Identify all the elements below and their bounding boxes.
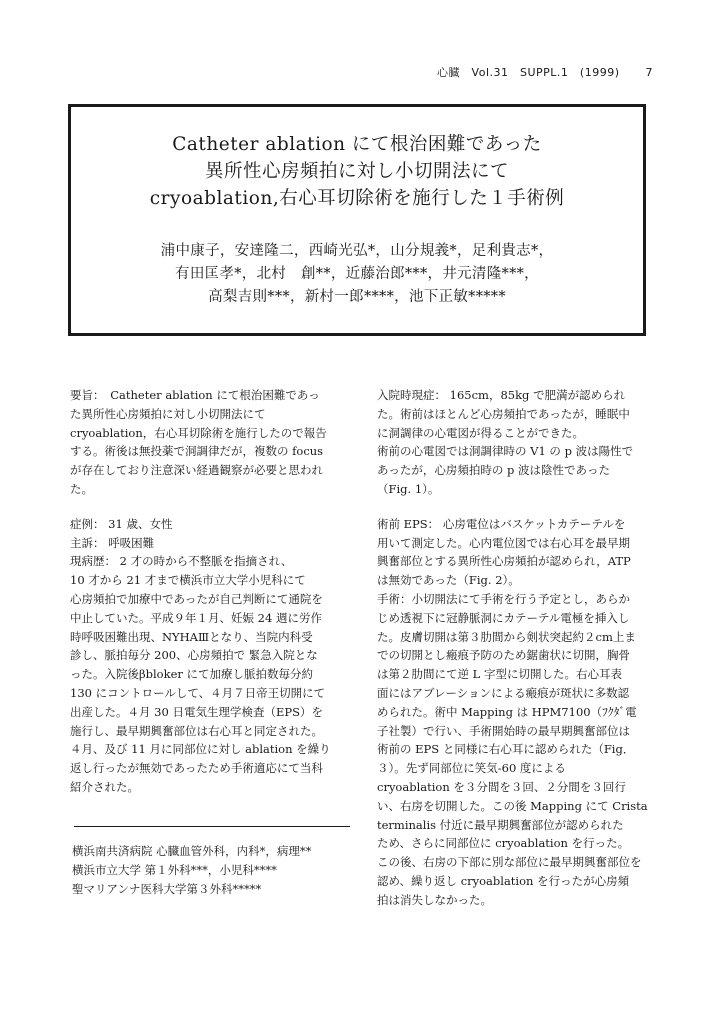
text-line: 10 才から 21 才まで横浜市立大学小児科にて bbox=[70, 573, 306, 588]
text-line: 出産した。４月 30 日電気生理学検査（EPS）を bbox=[70, 704, 323, 719]
exam-paragraph bbox=[377, 386, 657, 499]
text-line: （Fig. 1）。 bbox=[377, 481, 440, 496]
text-line: た。 bbox=[70, 481, 93, 496]
text-line: た。術前はほとんど心房頻拍であったが，睡眠中 bbox=[377, 406, 630, 421]
text-line: あったが，心房頻拍時の p 波は陰性であった bbox=[377, 463, 610, 478]
text-line: 興奮部位とする異所性心房頻拍が認められ，ATP bbox=[377, 554, 631, 569]
text-line: 返し行ったが無効であったため手術適応にて当科 bbox=[70, 761, 323, 776]
title-line: Catheter ablation にて根治困難であった bbox=[172, 134, 542, 155]
affiliations bbox=[72, 842, 311, 898]
text-line: する。術後は無投薬で洞調律だが，複数の focus bbox=[70, 444, 324, 459]
text-line: 術前の EPS と同様に右心耳に認められた（Fig． bbox=[377, 742, 635, 757]
text-line: 術前の心電図では洞調律時の V1 の p 波は陽性で bbox=[377, 444, 634, 459]
text-line: が存在しており注意深い経過観察が必要と思われ bbox=[70, 463, 323, 478]
title-box bbox=[68, 104, 646, 336]
text-line: 入院時現症： 165cm，85kg で肥満が認められ bbox=[377, 388, 626, 402]
running-header bbox=[437, 64, 653, 80]
left-column bbox=[70, 386, 352, 797]
title-line: cryoablation,右心耳切除術を施行した１手術例 bbox=[149, 188, 565, 209]
text-line: 拍は消失しなかった。 bbox=[377, 892, 492, 907]
author-line: 有田匡孝*，北村 創**，近藤治郎***，井元清隆***， bbox=[175, 266, 539, 282]
case-paragraph bbox=[70, 515, 352, 797]
journal-info: 心臓 Vol.31 SUPPL.1 (1999) bbox=[437, 66, 620, 79]
text-line: 主訴： 呼吸困難 bbox=[70, 535, 155, 550]
author-line: 高梨吉則***，新村一郎****，池下正敏***** bbox=[208, 289, 506, 305]
text-line: ４月、及び 11 月に同部位に対し ablation を繰り bbox=[70, 742, 331, 757]
text-line: 130 にコントロールして、４月７日帝王切開にて bbox=[70, 685, 326, 700]
text-line: 子社製）で行い、手術開始時の最早期興奮部位は bbox=[377, 723, 630, 738]
text-line: 手術：小切開法にて手術を行う予定とし，あらか bbox=[377, 591, 630, 606]
eps-paragraph bbox=[377, 515, 657, 910]
text-line: 症例： 31 歳、女性 bbox=[70, 516, 173, 531]
text-line: い、右房を切開した。この後 Mapping にて Crista bbox=[377, 798, 648, 813]
text-line: cryoablation を３分間を３回、２分間を３回行 bbox=[377, 779, 626, 794]
text-line: められた。術中 Mapping は HPM7100（ﾌｸﾀﾞ電 bbox=[377, 704, 637, 719]
text-line: 面にはアブレーションによる瘢痕が斑状に多数認 bbox=[377, 685, 630, 700]
page-number: 7 bbox=[645, 66, 653, 79]
author-list bbox=[71, 240, 643, 309]
text-line: 心房頻拍で加療中であったが自己判断にて通院を bbox=[70, 591, 323, 606]
text-line: ３）。先ず同部位に笑気-60 度による bbox=[377, 761, 566, 776]
text-line: は無効であった（Fig. 2）。 bbox=[377, 573, 520, 588]
text-line: この後、右房の下部に別な部位に最早期興奮部位を bbox=[377, 855, 642, 870]
text-line: 紹介された。 bbox=[70, 779, 139, 794]
text-line: cryoablation，右心耳切除術を施行したので報告 bbox=[70, 425, 327, 440]
text-line: 時呼吸困難出現、NYHAⅢとなり、当院内科受 bbox=[70, 629, 313, 644]
affiliation-line: 横浜市立大学 第１外科***，小児科**** bbox=[72, 862, 277, 877]
affiliation-divider bbox=[74, 826, 350, 827]
right-column bbox=[377, 386, 657, 910]
text-line: じめ透視下に冠静脈洞にカテーテル電極を挿入し bbox=[377, 610, 630, 625]
text-line: 中止していた。平成９年１月、妊娠 24 週に労作 bbox=[70, 610, 322, 625]
text-line: た異所性心房頻拍に対し小切開法にて bbox=[70, 406, 266, 421]
text-line: での切開とし瘢痕予防のため鋸歯状に切開，胸骨 bbox=[377, 648, 630, 663]
title-line: 異所性心房頻拍に対し小切開法にて bbox=[204, 161, 509, 182]
text-line: 術前 EPS： 心房電位はバスケットカテーテルを bbox=[377, 516, 626, 531]
affiliation-line: 横浜南共済病院 心臓血管外科，内科*，病理** bbox=[72, 844, 312, 858]
text-line: terminalis 付近に最早期興奮部位が認められた bbox=[377, 817, 624, 832]
text-line: 認め、繰り返し cryoablation を行ったが心房頻 bbox=[377, 873, 630, 888]
text-line: 施行し、最早期興奮部位は右心耳と同定された。 bbox=[70, 723, 323, 738]
abstract-paragraph bbox=[70, 386, 352, 499]
affiliation-line: 聖マリアンナ医科大学第３外科***** bbox=[72, 881, 262, 896]
text-line: った。入院後βbloker にて加療し脈拍数毎分約 bbox=[70, 667, 314, 682]
text-line: 要旨： Catheter ablation にて根治困難であっ bbox=[70, 388, 320, 402]
text-line: 用いて測定した。心内電位図では右心耳を最早期 bbox=[377, 535, 630, 550]
text-line: は第２肋間にて逆 L 字型に切開した。右心耳表 bbox=[377, 667, 622, 682]
text-line: に洞調律の心電図が得ることができた。 bbox=[377, 425, 584, 440]
text-line: 診し、脈拍毎分 200、心房頻拍で 緊急入院とな bbox=[70, 648, 318, 663]
text-line: 現病歴： 2 才の時から不整脈を指摘され、 bbox=[70, 554, 293, 569]
paper-title bbox=[71, 131, 643, 212]
text-line: た。皮膚切開は第３肋間から剣状突起約２cm上ま bbox=[377, 629, 636, 644]
author-line: 浦中康子，安達隆二，西崎光弘*，山分規義*，足利貴志*， bbox=[160, 243, 554, 259]
text-line: ため、さらに同部位に cryoablation を行った。 bbox=[377, 836, 630, 851]
